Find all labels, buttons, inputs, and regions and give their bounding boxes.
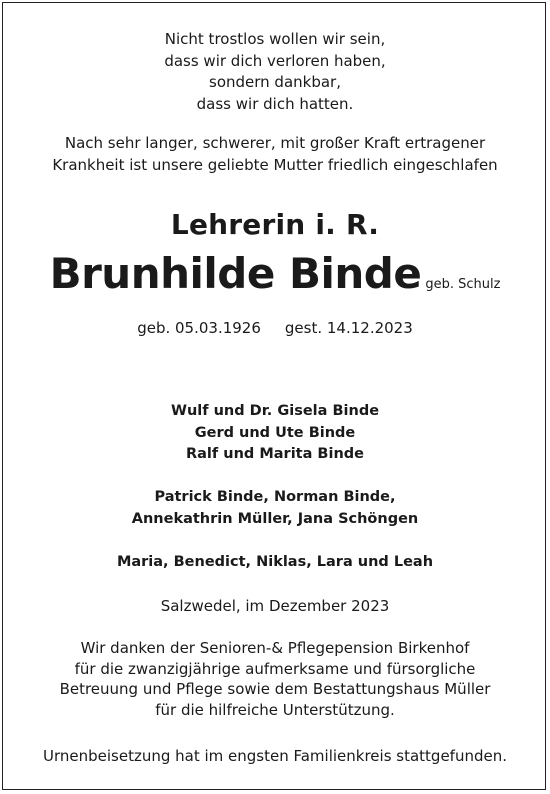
announcement-line: Krankheit ist unsere geliebte Mutter friedlich eingeschlafen [52, 156, 498, 174]
mourner-name: Gerd und Ute Binde [194, 424, 356, 441]
family-grandchildren [0, 487, 550, 530]
mourner-name: Maria, Benedict, Niklas, Lara und Leah [116, 554, 434, 570]
mourner-name: Ralf und Marita Binde [185, 446, 364, 462]
poem-line: dass wir dich hatten. [196, 94, 354, 113]
thanks-line: für die zwanzigjährige aufmerksame und fürsorgliche [74, 659, 476, 678]
announcement-line: Nach sehr langer, schwerer, mit großer Kraft ertragener [64, 134, 486, 152]
birth-date: geb. 05.03.1926 [137, 319, 261, 337]
deceased-name: Brunhilde Binde [49, 249, 422, 298]
thanks-line: Betreuung und Pflege sowie dem Bestattungshaus Müller [59, 680, 491, 698]
memorial-poem [0, 29, 550, 115]
poem-line: Nicht trostlos wollen wir sein, [164, 30, 386, 48]
mourner-name: Patrick Binde, Norman Binde, [154, 489, 396, 505]
thanks-line: für die hilfreiche Unterstützung. [155, 700, 395, 719]
thanks-text [0, 638, 550, 720]
maiden-name: geb. Schulz [425, 277, 501, 292]
thanks-line: Wir danken der Senioren-& Pflegepension Birkenhof [80, 639, 470, 657]
place-and-date [0, 596, 550, 618]
place-date-text: Salzwedel, im Dezember 2023 [160, 597, 390, 615]
mourner-name: Wulf und Dr. Gisela Binde [170, 403, 380, 419]
poem-line: dass wir dich verloren haben, [164, 51, 386, 70]
burial-note [0, 746, 550, 768]
deceased-name-row [0, 248, 550, 300]
family-children [0, 401, 550, 466]
family-great-grandchildren [0, 552, 550, 574]
mourner-name: Annekathrin Müller, Jana Schöngen [131, 510, 419, 527]
life-dates [0, 318, 550, 338]
deceased-title: Lehrerin i. R. [170, 208, 380, 241]
announcement-text [0, 132, 550, 176]
death-date: gest. 14.12.2023 [284, 319, 413, 337]
poem-line: sondern dankbar, [209, 73, 341, 91]
burial-note-text: Urnenbeisetzung hat im engsten Familienkreis stattgefunden. [42, 747, 507, 765]
